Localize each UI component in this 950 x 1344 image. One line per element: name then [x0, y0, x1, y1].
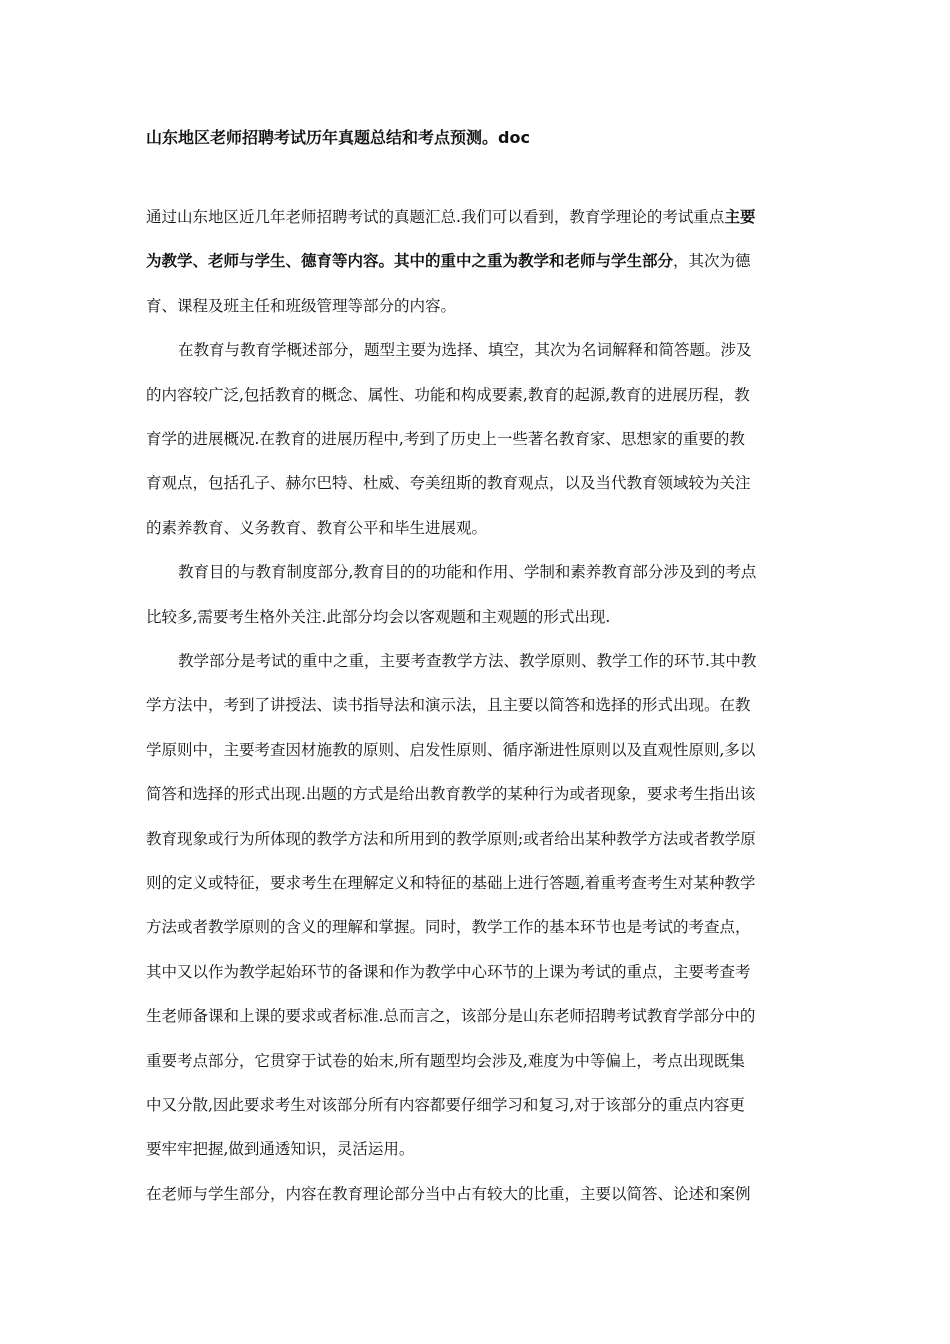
text-line: [146, 1139, 414, 1159]
text-run: 育、课程及班主任和班级管理等部分的内容。: [146, 296, 457, 315]
text-run: 生老师备课和上课的要求或者标准.总而言之，该部分是山东老师招聘考试教育学部分中的: [146, 1007, 756, 1026]
text-line: [146, 917, 751, 937]
text-line: [146, 385, 750, 405]
text-run: ，其次为德: [673, 252, 751, 271]
text-run: 学方法中，考到了讲授法、读书指导法和演示法，且主要以简答和选择的形式出现。在教: [146, 696, 751, 715]
text-run: 教育目的与教育制度部分,教育目的的功能和作用、学制和素养教育部分涉及到的考点: [178, 563, 757, 582]
text-run: 教育现象或行为所体现的教学方法和所用到的教学原则;或者给出某种教学方法或者教学原: [146, 829, 756, 848]
text-line: [146, 296, 456, 316]
text-line: [146, 829, 756, 849]
text-run: 育观点，包括孔子、赫尔巴特、杜威、夸美纽斯的教育观点，以及当代教育领域较为关注: [146, 474, 751, 493]
text-run: 育学的进展概况.在教育的进展历程中,考到了历史上一些著名教育家、思想家的重要的教: [146, 430, 745, 448]
text-line: [146, 1051, 745, 1071]
document-title: 山东地区老师招聘考试历年真题总结和考点预测。doc: [146, 128, 530, 147]
text-run: 在教育与教育学概述部分，题型主要为选择、填空，其次为名词解释和简答题。涉及: [178, 341, 752, 360]
text-line: [146, 607, 610, 627]
text-run: 的素养教育、义务教育、教育公平和毕生进展观。: [146, 518, 488, 537]
text-line: [146, 473, 751, 493]
text-line: [146, 251, 751, 271]
text-run: 则的定义或特征，要求考生在理解定义和特征的基础上进行答题,着重考查考生对某种教学: [146, 874, 756, 892]
text-run: 教学部分是考试的重中之重，主要考查教学方法、教学原则、教学工作的环节.其中教: [178, 652, 757, 670]
text-run: 通过山东地区近几年老师招聘考试的真题汇总.我们可以看到，教育学理论的考试重点: [146, 208, 725, 226]
text-line: [146, 784, 755, 804]
text-run: 比较多,需要考生格外关注.此部分均会以客观题和主观题的形式出现.: [146, 607, 611, 626]
text-run: 其中又以作为教学起始环节的备课和作为教学中心环节的上课为考试的重点，主要考查考: [146, 962, 751, 981]
text-run: 要牢牢把握,做到通透知识，灵活运用。: [146, 1140, 415, 1159]
text-run: 在老师与学生部分，内容在教育理论部分当中占有较大的比重，主要以简答、论述和案例: [146, 1184, 751, 1203]
text-run: 方法或者教学原则的含义的理解和掌握。同时，教学工作的基本环节也是考试的考查点，: [146, 918, 751, 937]
text-run: 中又分散,因此要求考生对该部分所有内容都要仔细学习和复习,对于该部分的重点内容更: [146, 1096, 745, 1114]
text-line: [146, 1006, 755, 1026]
text-line: [178, 651, 756, 671]
text-run: 重要考点部分，它贯穿于试卷的始末,所有题型均会涉及,难度为中等偏上，考点出现既集: [146, 1051, 745, 1070]
text-line: [178, 340, 752, 360]
text-run: 的内容较广泛,包括教育的概念、属性、功能和构成要素,教育的起源,教育的进展历程，教: [146, 385, 750, 404]
text-line: [146, 429, 745, 449]
text-line: [178, 562, 756, 582]
text-line: [146, 1095, 745, 1115]
text-line: [146, 873, 755, 893]
text-line: [146, 962, 751, 982]
text-line: [146, 207, 755, 227]
text-line: [146, 695, 751, 715]
text-run: 简答和选择的形式出现.出题的方式是给出教育教学的某种行为或者现象，要求考生指出该: [146, 785, 756, 804]
text-line: [146, 1184, 751, 1204]
text-line: [146, 740, 755, 760]
bold-text: 为教学、老师与学生、德育等内容。其中的重中之重为教学和老师与学生部分: [146, 251, 674, 271]
text-line: [146, 518, 487, 538]
bold-text: 主要: [724, 207, 756, 226]
text-run: 学原则中，主要考查因材施教的原则、启发性原则、循序渐进性原则以及直观性原则,多以: [146, 740, 756, 759]
